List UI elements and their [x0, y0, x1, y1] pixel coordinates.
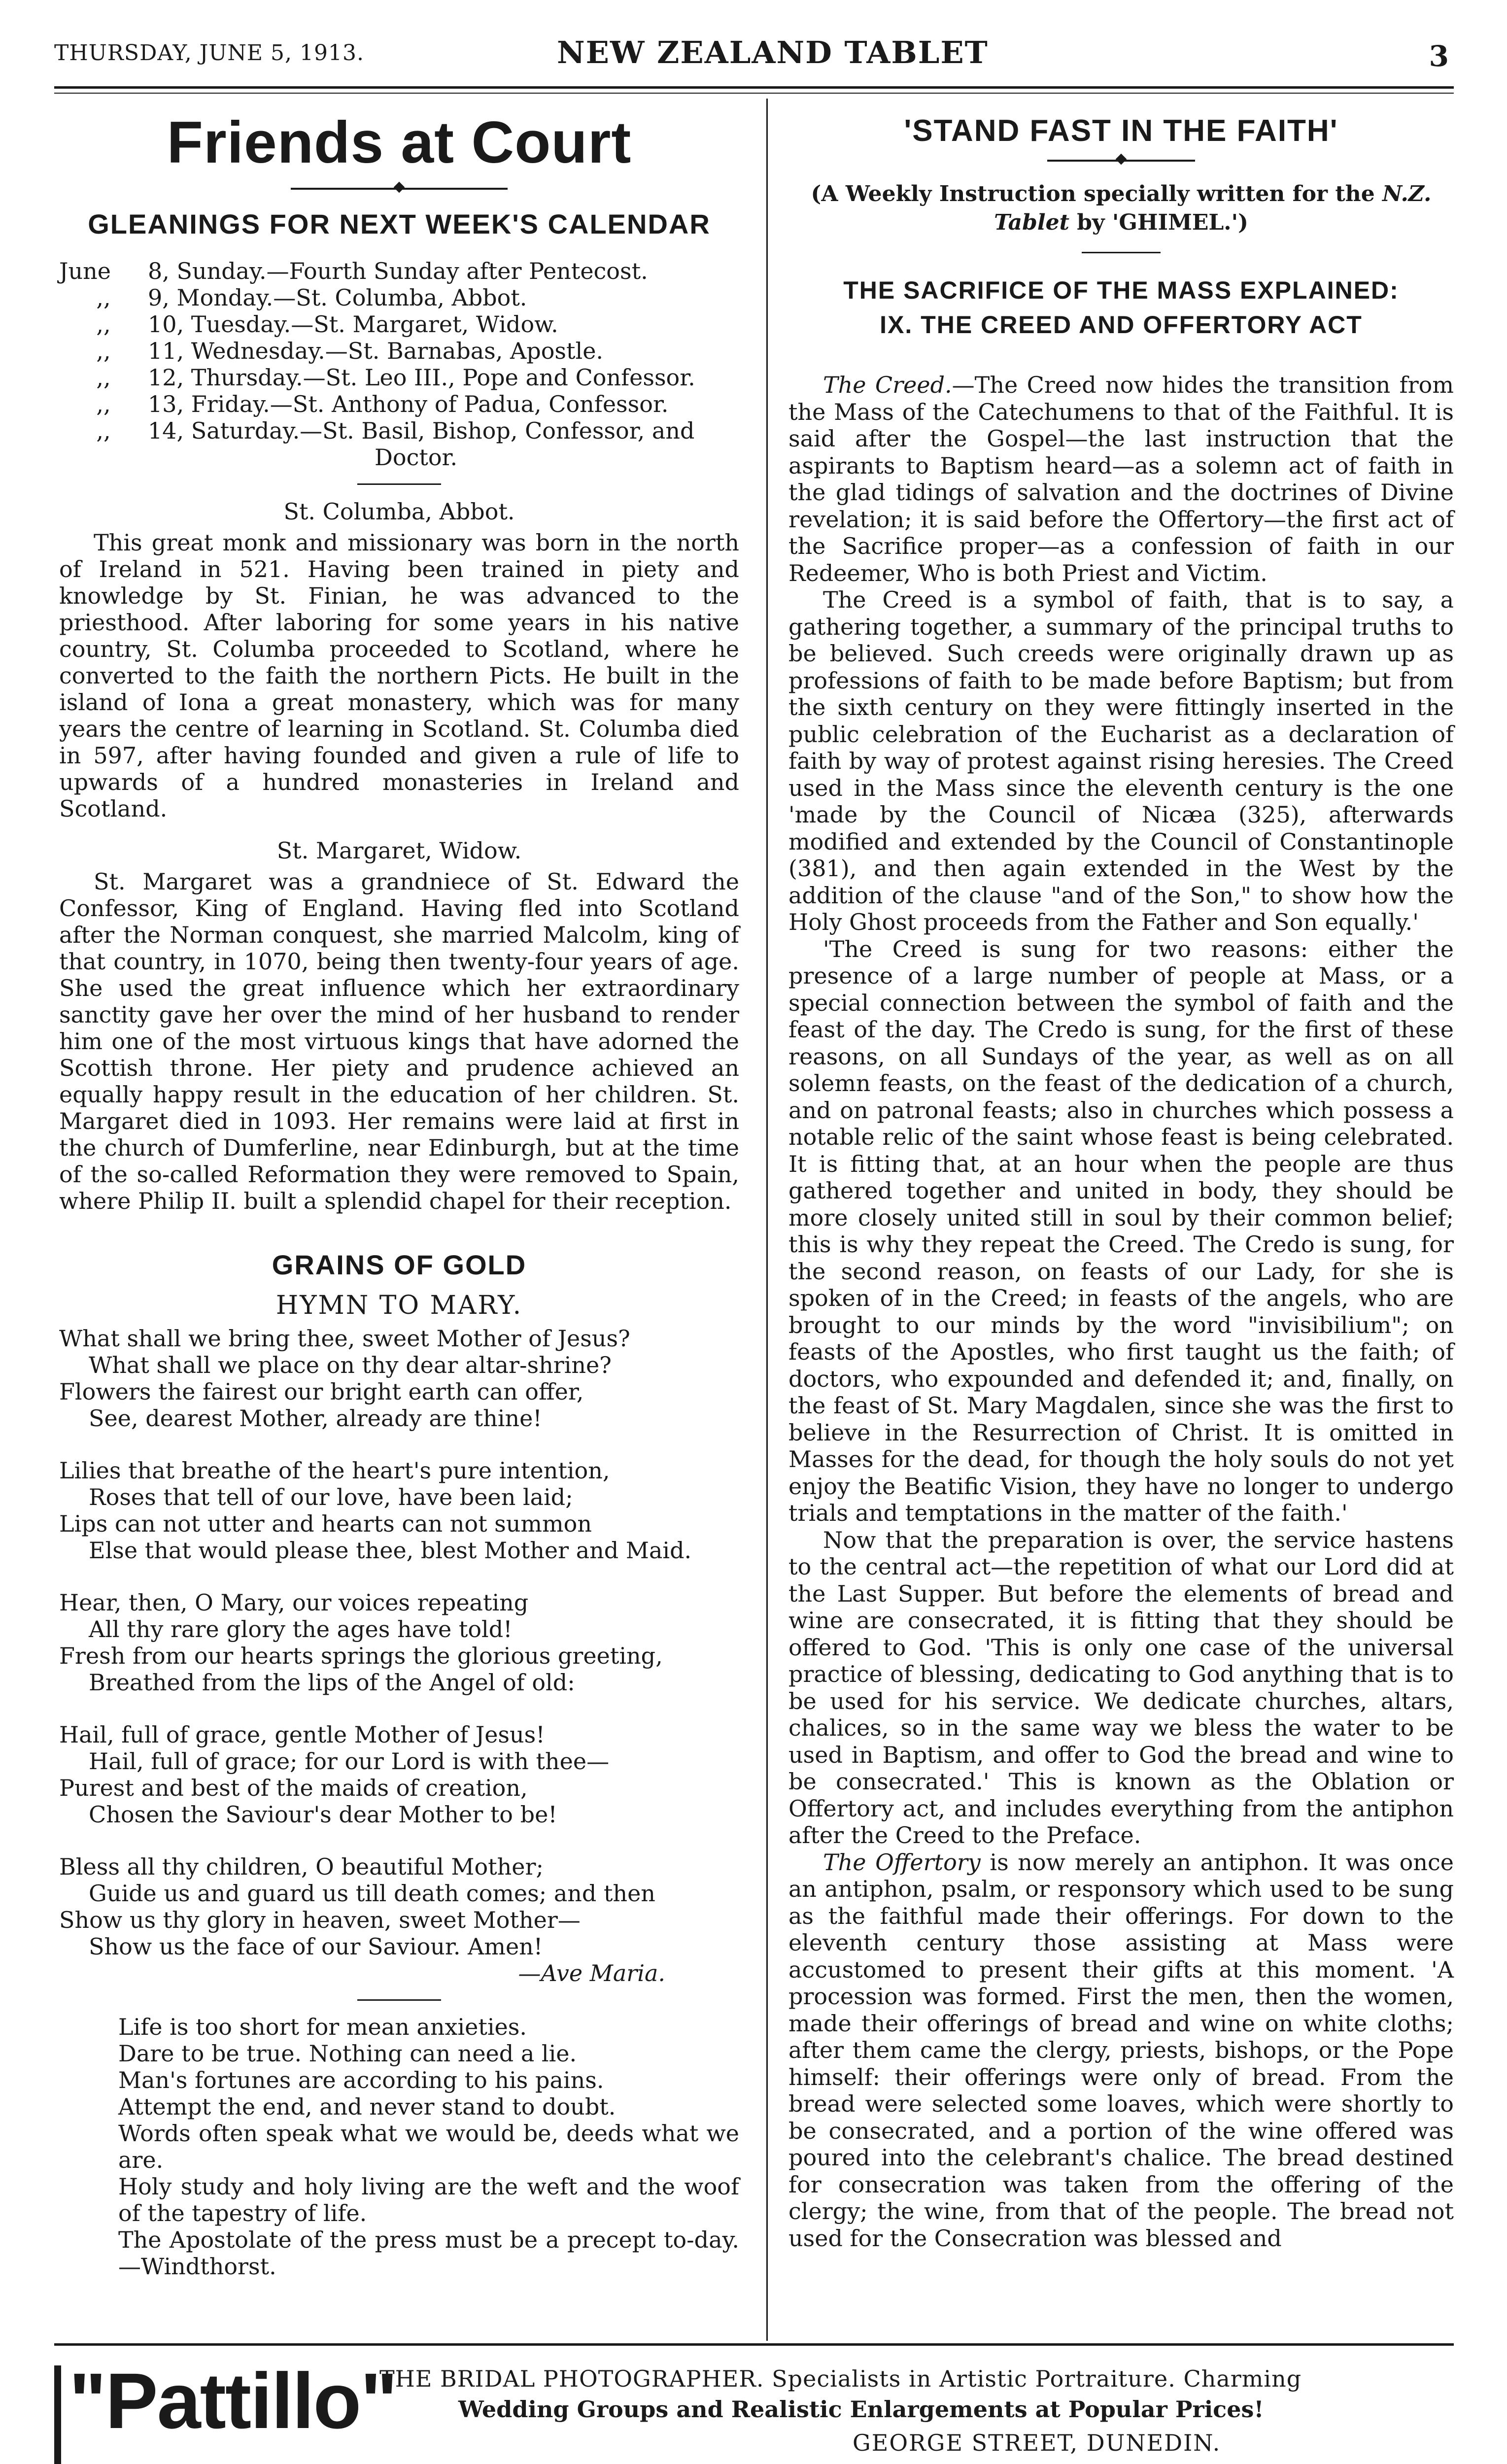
left-column — [59, 99, 739, 2280]
ad-line: THE BRIDAL PHOTOGRAPHER. Specialists in Artistic Portraiture. Charming — [379, 2365, 1302, 2392]
verse-line: See, dearest Mother, already are thine! — [89, 1405, 542, 1432]
calendar-item: June 8, Sunday.—Fourth Sunday after Pentecost. — [59, 258, 648, 284]
verse-line: Breathed from the lips of the Angel of old: — [89, 1669, 575, 1696]
verse-line: What shall we place on thy dear altar-shrine? — [89, 1352, 612, 1378]
verse-line: Else that would please thee, blest Mother and Maid. — [89, 1537, 692, 1564]
maxim: Holy study and holy living are the weft and the woof of the tapestry of life. — [118, 2173, 739, 2226]
hymn-verse — [59, 1457, 739, 1564]
maxim: The Apostolate of the press must be a precept to-day.—Windthorst. — [118, 2226, 739, 2280]
article-paragraph: Now that the preparation is over, the service hastens to the central act—the repetition of what our Lord did at the Last Supper. But before the elements of bread and wine are consecrated, it is fitting that they should be offered to God. 'This is only one case of the universal practice of blessing, dedicating to God anything that is to be used for his service. We dedicate churches, altars, chalices, so in the same way we bless the water to be used in Baptism, and offer to God the bread and wine to be consecrated.' This is known as the Oblation or Offertory act, and includes everything from the antiphon after the Creed to the Preface. — [788, 1526, 1454, 1848]
verse-line: Chosen the Saviour's dear Mother to be! — [89, 1801, 557, 1828]
hymn-verse — [59, 1721, 739, 1828]
hymn-verse — [59, 1325, 739, 1432]
saint-heading-margaret: St. Margaret, Widow. — [276, 837, 522, 864]
calendar-item: ,, 13, Friday.—St. Anthony of Padua, Confessor. — [96, 391, 669, 417]
page-number: 3 — [1429, 39, 1449, 73]
hymn — [59, 1325, 739, 1986]
verse-line: Guide us and guard us till death comes; and then — [89, 1880, 655, 1907]
ad-line: Wedding Groups and Realistic Enlargements at Popular Prices! — [458, 2396, 1264, 2423]
hymn-attribution: —Ave Maria. — [518, 1960, 665, 1986]
verse-line: Lips can not utter and hearts can not summon — [59, 1510, 592, 1537]
verse-line: Fresh from our hearts springs the glorious greeting, — [59, 1643, 663, 1669]
column-divider — [766, 99, 768, 2341]
footer-rule — [54, 2343, 1454, 2346]
margaret-paragraph: St. Margaret was a grandniece of St. Edward the Confessor, King of England. Having fled into Scotland after the Norman conquest, she married Malcolm, king of that country, in 1070, being then twenty-four years of age. She used the great influence which her extraordinary sanctity gave her over the mind of her husband to render him one of the most virtuous kings that have adorned the Scottish throne. Her piety and prudence achieved an equally happy result in the education of her children. St. Margaret died in 1093. Her remains were laid at first in the church of Dumferline, near Edinburgh, but at the time of the so-called Reformation they were removed to Spain, where Philip II. built a splendid chapel for their reception. — [59, 868, 739, 1214]
verse-line: Lilies that breathe of the heart's pure intention, — [59, 1457, 610, 1484]
divider — [1082, 252, 1161, 253]
ad-edge-bar — [54, 2365, 61, 2464]
article-subheading: IX. THE CREED AND OFFERTORY ACT — [880, 311, 1363, 339]
publication-name: N.Z. Tablet — [994, 181, 1432, 235]
maxim: Man's fortunes are according to his pains. — [118, 2067, 604, 2093]
ad-brand: "Pattillo" — [69, 2357, 397, 2445]
masthead: NEW ZEALAND TABLET — [557, 34, 989, 70]
calendar-item: ,, 11, Wednesday.—St. Barnabas, Apostle. — [96, 338, 604, 364]
verse-line: Roses that tell of our love, have been laid; — [89, 1484, 573, 1510]
calendar-heading: GLEANINGS FOR NEXT WEEK'S CALENDAR — [88, 208, 711, 240]
hymn-verse — [59, 1589, 739, 1696]
hymn-title: HYMN TO MARY. — [275, 1291, 523, 1320]
article-paragraph: The Creed.—The Creed now hides the transition from the Mass of the Catechumens to that of the Faithful. It is said after the Gospel—the last instruction that the aspirants to Baptism heard—as a solemn act of faith in the glad tidings of salvation and the doctrines of Divine revelation; it is said before the Offertory—the first act of the Sacrifice proper—as a confession of faith in our Redeemer, Who is both Priest and Victim. — [788, 372, 1454, 586]
verse-line: Hail, full of grace, gentle Mother of Jesus! — [59, 1721, 545, 1748]
verse-line: Show us thy glory in heaven, sweet Mother— — [59, 1907, 581, 1933]
ornament-rule — [59, 183, 739, 193]
header-rule-thin — [54, 93, 1454, 94]
article-paragraph: 'The Creed is sung for two reasons: either the presence of a large number of people at Mass, or a special connection between the symbol of faith and the feast of the day. The Credo is sung, for the first of these reasons, on all Sundays of the year, as well as on all solemn feasts, on the feast of the dedication of a church, and on patronal feasts; also in churches which possess a notable relic of the saint whose feast is being celebrated. It is fitting that, at an hour when the people are thus gathered together and united in body, they should be more closely united still in soul by their common belief; this is why they repeat the Creed. The Credo is sung, for the second reason, on feasts of our Lady, for she is spoken of in the Creed; in feasts of the angels, who are brought to our minds by the word "invisibilium"; on feasts of the Apostles, who first taught us the faith; of doctors, who expounded and defended it; and, finally, on the feast of St. Mary Magdalen, since she was the first to believe in the Resurrection of Christ. It is omitted in Masses for the dead, for though the holy souls do not yet enjoy the Beatific Vision, they have no longer to undergo trials and temptations in the matter of the faith.' — [788, 935, 1454, 1526]
verse-line: All thy rare glory the ages have told! — [89, 1616, 513, 1643]
divider — [357, 483, 441, 485]
calendar-list — [59, 258, 739, 471]
verse-line: Hear, then, O Mary, our voices repeating — [59, 1589, 529, 1616]
section-title-stand-fast: 'STAND FAST IN THE FAITH' — [904, 114, 1338, 148]
page-header — [54, 34, 1454, 74]
advertisement — [54, 2351, 1454, 2464]
ornament-rule — [788, 155, 1454, 165]
article-paragraph: The Creed is a symbol of faith, that is to say, a gathering together, a summary of the principal truths to be believed. Such creeds were originally drawn up as professions of faith to be made before Baptism; but from the sixth century on they were fittingly inserted in the public celebration of the Eucharist as a declaration of faith by way of protest against rising heresies. The Creed used in the Mass since the eleventh century is the one 'made by the Council of Nicæa (325), afterwards modified and extended by the Council of Constantinople (381), and then again extended in the West by the addition of the clause "and of the Son," to show how the Holy Ghost proceeds from the Father and Son equally.' — [788, 586, 1454, 935]
header-rule — [54, 86, 1454, 89]
calendar-item: ,, 9, Monday.—St. Columba, Abbot. — [96, 284, 527, 311]
saint-heading-columba: St. Columba, Abbot. — [283, 498, 515, 525]
article-heading: THE SACRIFICE OF THE MASS EXPLAINED: — [843, 276, 1399, 304]
grains-of-gold-heading: GRAINS OF GOLD — [272, 1249, 527, 1280]
calendar-item-continued: Doctor. — [375, 444, 458, 471]
maxim: Attempt the end, and never stand to doubt. — [118, 2093, 616, 2120]
verse-line: Bless all thy children, O beautiful Mother; — [59, 1853, 544, 1880]
verse-line: Flowers the fairest our bright earth can offer, — [59, 1378, 584, 1405]
divider — [357, 1999, 441, 2001]
section-title-friends-at-court: Friends at Court — [167, 109, 632, 175]
calendar-item: ,, 14, Saturday.—St. Basil, Bishop, Confessor, and — [96, 417, 695, 444]
verse-line: What shall we bring thee, sweet Mother of Jesus? — [59, 1325, 630, 1352]
verse-line: Show us the face of our Saviour. Amen! — [89, 1933, 543, 1960]
maxims — [59, 2014, 739, 2280]
article-paragraph: The Offertory is now merely an antiphon. It was once an antiphon, psalm, or responsory which used to be sung as the faithful made their offerings. For down to the eleventh century those assisting at Mass were accustomed to present their gifts at this moment. 'A procession was formed. First the men, then the women, made their offerings of bread and wine on white cloths; after them came the clergy, priests, bishops, or the Pope himself: their offerings were only of bread. From the bread were selected some loaves, which were shortly to be consecrated, and a portion of the wine offered was poured into the celebrant's chalice. The bread destined for consecration was taken from the offering of the clergy; the wine, from that of the people. The bread not used for the Consecration was blessed and — [788, 1848, 1454, 2252]
calendar-item: ,, 12, Thursday.—St. Leo III., Pope and Confessor. — [96, 364, 695, 391]
verse-line: Purest and best of the maids of creation, — [59, 1775, 528, 1801]
maxim: Life is too short for mean anxieties. — [118, 2014, 527, 2040]
ad-address: GEORGE STREET, DUNEDIN. — [853, 2430, 1221, 2456]
instruction-note: (A Weekly Instruction specially written for the N.Z. Tablet by 'GHIMEL.') — [811, 181, 1432, 235]
columba-paragraph: This great monk and missionary was born in the north of Ireland in 521. Having been trained in piety and knowledge by St. Finian, he was advanced to the priesthood. After laboring for some years in his native country, St. Columba proceeded to Scotland, where he converted to the faith the northern Picts. He built in the island of Iona a great monastery, which was for many years the centre of learning in Scotland. St. Columba died in 597, after having founded and given a rule of life to upwards of a hundred monasteries in Ireland and Scotland. — [59, 529, 739, 822]
hymn-verse — [59, 1853, 739, 1960]
verse-line: Hail, full of grace; for our Lord is with thee— — [89, 1748, 610, 1775]
maxim: Words often speak what we would be, deeds what we are. — [118, 2120, 739, 2173]
right-column — [788, 99, 1454, 2252]
maxim: Dare to be true. Nothing can need a lie. — [118, 2040, 577, 2067]
calendar-item: ,, 10, Tuesday.—St. Margaret, Widow. — [96, 311, 558, 338]
issue-date: THURSDAY, JUNE 5, 1913. — [54, 40, 364, 66]
